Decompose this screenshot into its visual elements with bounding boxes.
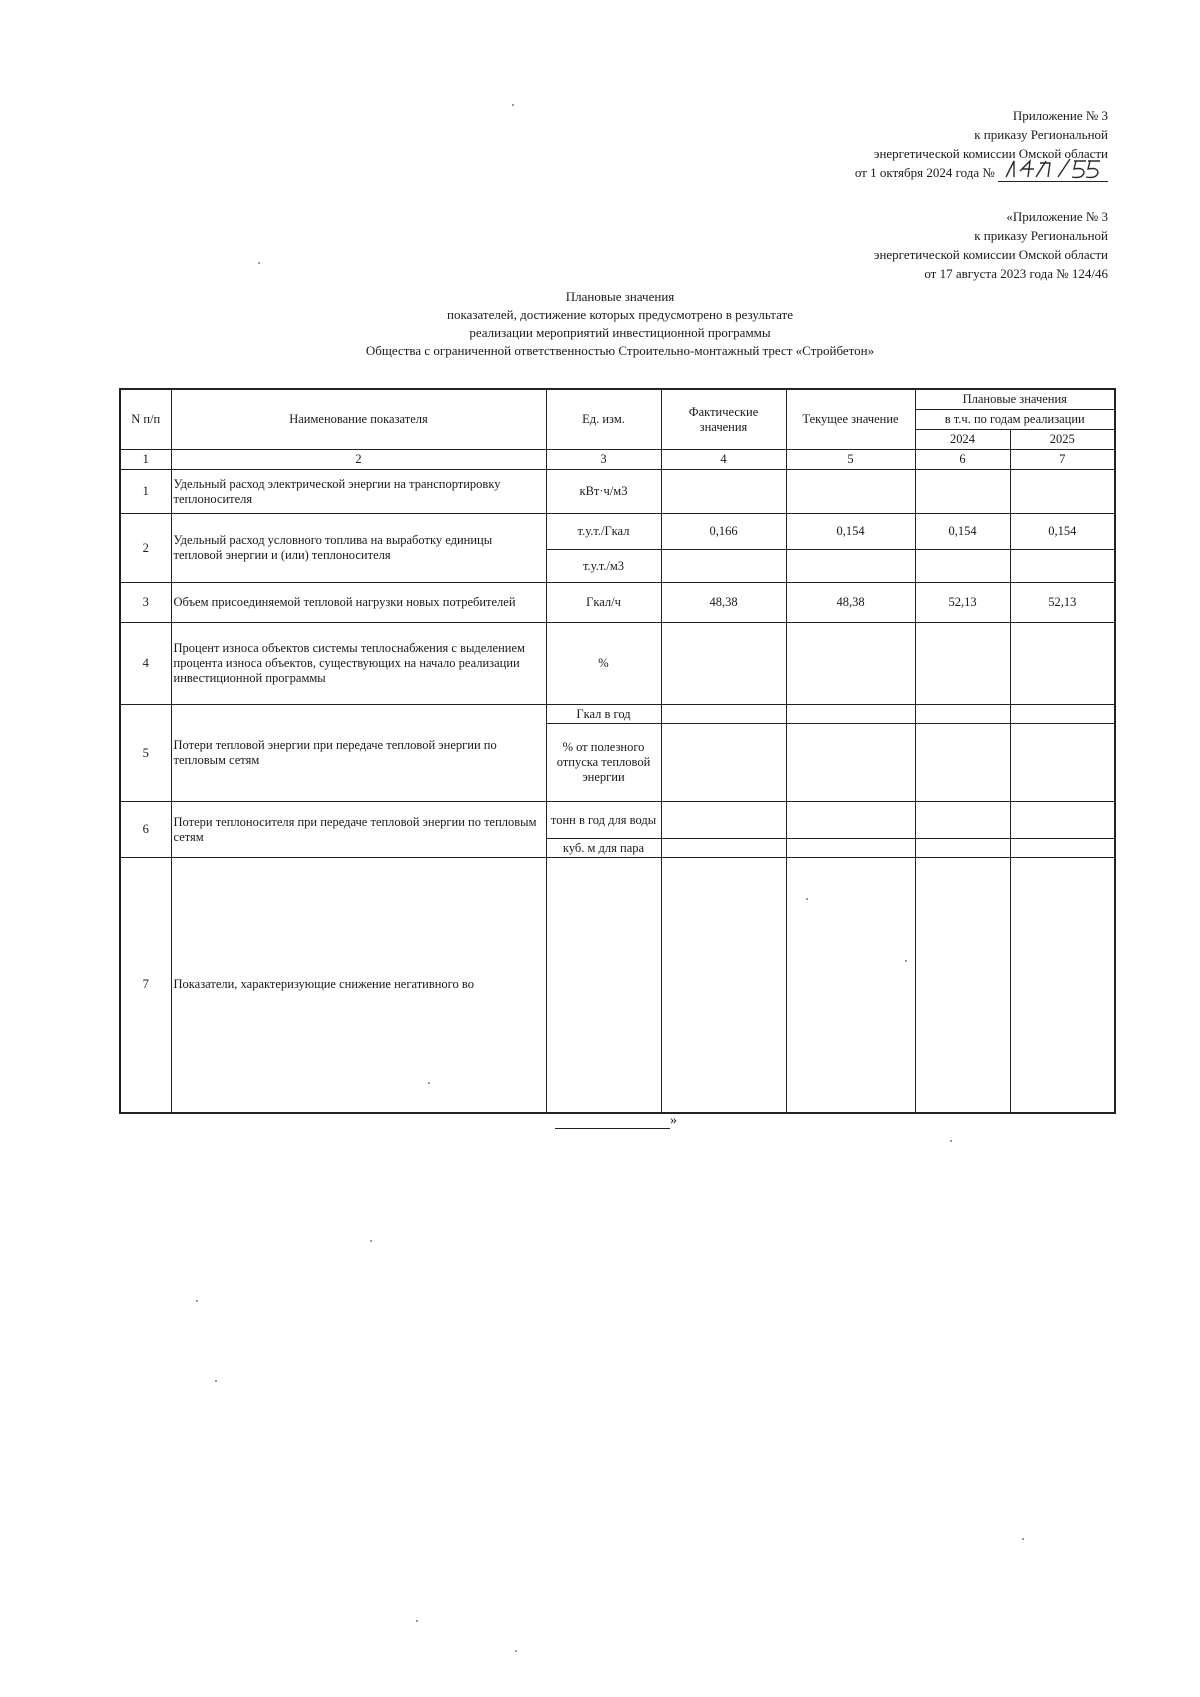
row-actual: 48,38 — [661, 583, 786, 623]
row-2024 — [915, 705, 1010, 724]
appendix-prev-title: «Приложение № 3 — [1006, 209, 1108, 224]
row-2025 — [1010, 839, 1115, 858]
row-2024 — [915, 839, 1010, 858]
appendix-prev-date: от 17 августа 2023 года № 124/46 — [924, 266, 1108, 281]
header-by-years: в т.ч. по годам реализации — [915, 410, 1115, 430]
document-heading — [250, 288, 990, 360]
row-name: Потери теплоносителя при передаче тепловой энергии по тепловым сетям — [171, 802, 546, 858]
heading-line-4: Общества с ограниченной ответственностью Строительно-монтажный трест «Стройбетон» — [365, 343, 875, 358]
row-actual — [661, 802, 786, 839]
row-current — [786, 724, 915, 802]
row-2025: 52,13 — [1010, 583, 1115, 623]
appendix-current-order — [855, 106, 1108, 182]
heading-line-1: Плановые значения — [565, 289, 675, 304]
heading-line-3: реализации мероприятий инвестиционной программы — [469, 325, 771, 340]
header-name: Наименование показателя — [171, 389, 546, 450]
scan-speck — [416, 1620, 418, 1622]
closing-quote-line — [555, 1113, 677, 1129]
row-current: 0,154 — [786, 514, 915, 550]
col-number: 7 — [1010, 450, 1115, 470]
table-row — [120, 514, 1115, 550]
row-actual — [661, 839, 786, 858]
row-actual — [661, 550, 786, 583]
row-unit — [546, 858, 661, 1113]
row-actual: 0,166 — [661, 514, 786, 550]
col-number: 3 — [546, 450, 661, 470]
row-name: Потери тепловой энергии при передаче тепловой энергии по тепловым сетям — [171, 705, 546, 802]
row-current — [786, 470, 915, 514]
col-number: 1 — [120, 450, 171, 470]
row-2024 — [915, 470, 1010, 514]
scan-speck — [428, 1082, 430, 1084]
row-actual — [661, 705, 786, 724]
row-2024 — [915, 724, 1010, 802]
table-row — [120, 583, 1115, 623]
scan-speck — [215, 1380, 217, 1382]
row-name: Процент износа объектов системы теплоснабжения с выделением процента износа объектов, существующих на начало реализации инвестиционной программы — [171, 623, 546, 705]
heading-line-2: показателей, достижение которых предусмотрено в результате — [447, 307, 793, 322]
appendix-prev-commission: энергетической комиссии Омской области — [873, 247, 1108, 262]
handwritten-order-number — [998, 165, 1108, 182]
table-row — [120, 858, 1115, 1113]
row-num: 5 — [120, 705, 171, 802]
header-row — [120, 389, 1115, 410]
row-unit: т.у.т./м3 — [546, 550, 661, 583]
indicators-table — [119, 388, 1116, 1114]
row-current — [786, 839, 915, 858]
row-actual — [661, 858, 786, 1113]
row-unit: % — [546, 623, 661, 705]
appendix-prev-order-ref: к приказу Региональной — [974, 228, 1108, 243]
header-num: N п/п — [120, 389, 171, 450]
header-year-2024: 2024 — [915, 430, 1010, 450]
row-num: 4 — [120, 623, 171, 705]
row-unit: т.у.т./Гкал — [546, 514, 661, 550]
row-actual — [661, 724, 786, 802]
row-2025 — [1010, 724, 1115, 802]
row-2024: 0,154 — [915, 514, 1010, 550]
scan-speck — [196, 1300, 198, 1302]
row-2025 — [1010, 623, 1115, 705]
scan-speck — [258, 262, 260, 264]
row-num: 1 — [120, 470, 171, 514]
row-2025 — [1010, 802, 1115, 839]
scan-speck — [950, 1140, 952, 1142]
row-num: 2 — [120, 514, 171, 583]
row-unit: Гкал в год — [546, 705, 661, 724]
table-row — [120, 705, 1115, 724]
scan-speck — [1022, 1538, 1024, 1540]
row-current — [786, 550, 915, 583]
table-row — [120, 470, 1115, 514]
appendix-date-line — [855, 163, 1108, 182]
row-current — [786, 705, 915, 724]
row-2024 — [915, 802, 1010, 839]
scan-speck — [512, 104, 514, 106]
row-current — [786, 858, 915, 1113]
row-unit: % от полезного отпуска тепловой энергии — [546, 724, 661, 802]
col-number: 4 — [661, 450, 786, 470]
row-2025: 0,154 — [1010, 514, 1115, 550]
row-2025 — [1010, 705, 1115, 724]
row-2024 — [915, 550, 1010, 583]
row-name: Удельный расход электрической энергии на транспортировку теплоносителя — [171, 470, 546, 514]
row-num: 3 — [120, 583, 171, 623]
row-current — [786, 623, 915, 705]
row-current: 48,38 — [786, 583, 915, 623]
header-planned: Плановые значения — [915, 389, 1115, 410]
closing-rule — [555, 1114, 670, 1129]
row-num: 7 — [120, 858, 171, 1113]
row-2025 — [1010, 550, 1115, 583]
col-number: 2 — [171, 450, 546, 470]
table-row — [120, 623, 1115, 705]
row-name: Показатели, характеризующие снижение негативного во — [171, 858, 546, 1113]
row-unit: Гкал/ч — [546, 583, 661, 623]
header-actual: Фактические значения — [661, 389, 786, 450]
row-2025 — [1010, 470, 1115, 514]
closing-quote: » — [670, 1113, 677, 1128]
row-2024: 52,13 — [915, 583, 1010, 623]
appendix-commission: энергетической комиссии Омской области — [873, 146, 1108, 161]
scan-speck — [370, 1240, 372, 1242]
header-year-2025: 2025 — [1010, 430, 1115, 450]
col-number: 5 — [786, 450, 915, 470]
row-2024 — [915, 858, 1010, 1113]
col-number: 6 — [915, 450, 1010, 470]
handwritten-number-icon — [1000, 157, 1106, 181]
scan-speck — [515, 1650, 517, 1652]
scan-speck — [806, 898, 808, 900]
row-name: Объем присоединяемой тепловой нагрузки новых потребителей — [171, 583, 546, 623]
row-num: 6 — [120, 802, 171, 858]
scan-speck — [905, 960, 907, 962]
row-unit: кВт·ч/м3 — [546, 470, 661, 514]
header-current: Текущее значение — [786, 389, 915, 450]
row-unit: тонн в год для воды — [546, 802, 661, 839]
row-unit: куб. м для пара — [546, 839, 661, 858]
row-2025 — [1010, 858, 1115, 1113]
appendix-order-ref: к приказу Региональной — [974, 127, 1108, 142]
row-name: Удельный расход условного топлива на выработку единицы тепловой энергии и (или) теплоносителя — [171, 514, 546, 583]
header-unit: Ед. изм. — [546, 389, 661, 450]
row-2024 — [915, 623, 1010, 705]
column-numbers-row — [120, 450, 1115, 470]
appendix-date: от 1 октября 2024 года № — [854, 165, 995, 180]
row-actual — [661, 623, 786, 705]
appendix-previous-order — [874, 207, 1108, 283]
row-actual — [661, 470, 786, 514]
appendix-title: Приложение № 3 — [1012, 108, 1108, 123]
row-current — [786, 802, 915, 839]
table-row — [120, 802, 1115, 839]
